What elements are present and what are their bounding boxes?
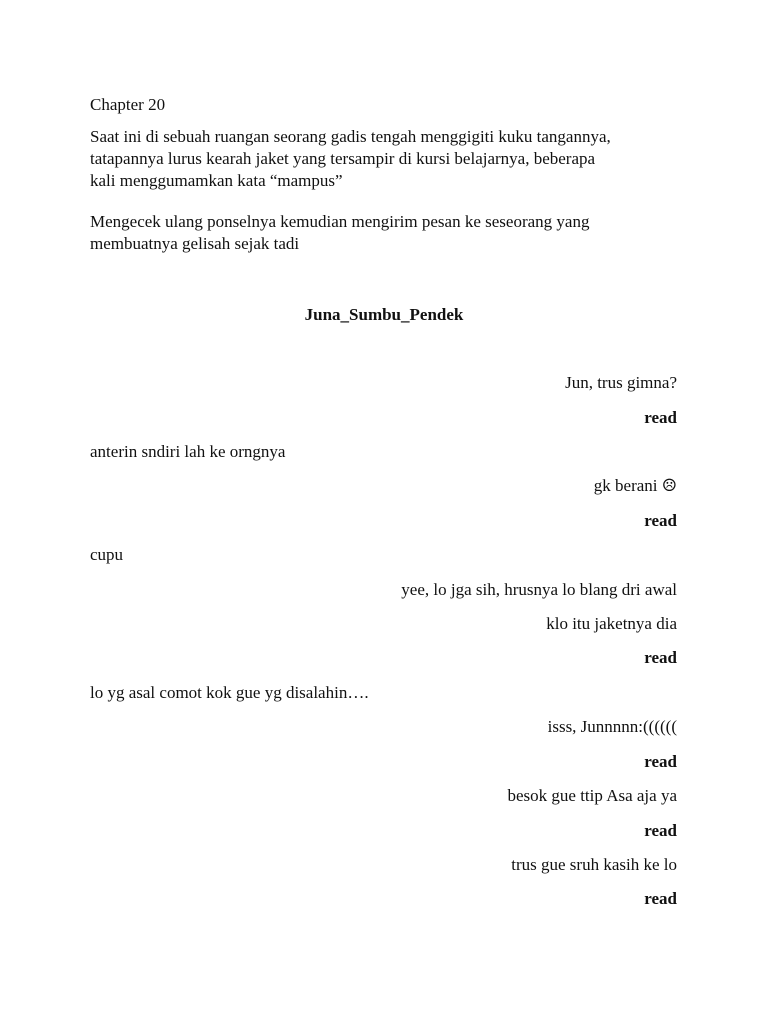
narration-paragraph-2 [90,211,690,255]
read-receipt: read [644,752,677,771]
paragraph-line: membuatnya gelisah sejak tadi [90,234,300,253]
received-message: anterin sndiri lah ke orngnya [90,442,286,461]
read-receipt: read [644,408,677,427]
paragraph-line: Saat ini di sebuah ruangan seorang gadis tengah menggigiti kuku tangannya, [90,127,611,146]
paragraph-line: Mengecek ulang ponselnya kemudian mengirim pesan ke seseorang yang [90,212,590,231]
read-receipt: read [644,511,677,530]
sent-message: trus gue sruh kasih ke lo [511,855,677,874]
narration-paragraph-1 [90,126,690,192]
paragraph-line: kali menggumamkan kata “mampus” [90,171,343,190]
sent-message: klo itu jaketnya dia [546,614,677,633]
received-message: lo yg asal comot kok gue yg disalahin…. [90,683,369,702]
chapter-title: Chapter 20 [90,95,166,114]
read-receipt: read [644,889,677,908]
sent-message: yee, lo jga sih, hrusnya lo blang dri awal [401,580,677,599]
read-receipt: read [644,648,677,667]
paragraph-line: tatapannya lurus kearah jaket yang tersampir di kursi belajarnya, beberapa [90,149,596,168]
sent-message: isss, Junnnnn:(((((( [547,717,677,736]
chat-contact-name: Juna_Sumbu_Pendek [304,305,464,324]
sent-message: besok gue ttip Asa aja ya [507,786,677,805]
received-message: cupu [90,545,124,564]
sent-message: Jun, trus gimna? [565,373,677,392]
read-receipt: read [644,821,677,840]
sent-message: gk berani ☹ [593,476,677,495]
